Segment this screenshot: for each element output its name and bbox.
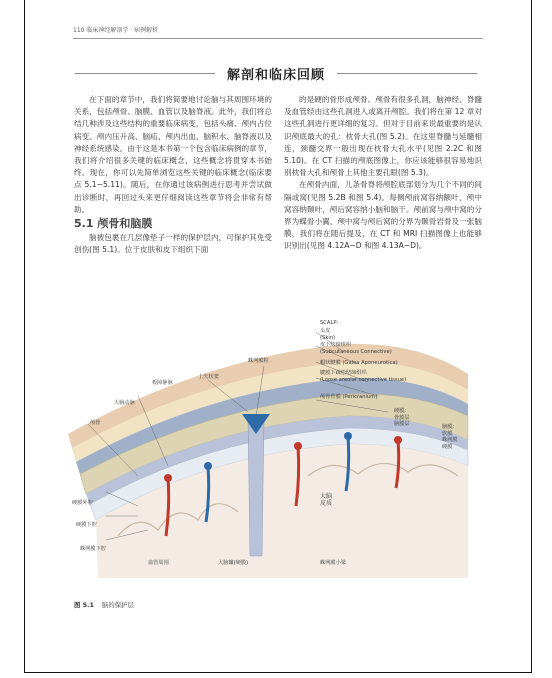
title-rule-right xyxy=(337,73,477,74)
label-cortex: 大脑 皮质 xyxy=(320,493,333,507)
caption-number: 图 5.1 xyxy=(74,601,94,609)
label-galea: 帽状腱膜 (Galea Aponeurotica) xyxy=(320,360,398,366)
title-rule-left xyxy=(75,73,215,74)
label-sagittal-sinus: 上矢状窦 xyxy=(198,374,219,380)
label-arachnoid-trabeculae: 蛛网膜小梁 xyxy=(320,560,346,566)
left-paragraph-1: 在下面的章节中，我们将简要地讨论脑与其周围环境的关系，包括颅骨、脑膜、血管以及脑脊液。此外，我们将总结几种涉及这些结构的重要临床病变，包括头痛、颅内占位病变、颅内压升高、脑疝、颅内出血、脑积水、脑脊液以及神经系统感染。由于这是本书第一个包含临床病例的章节，我们将介绍很多关键的临床概念，这些概念将贯穿本书始终。现在，你可以先简单浏览这些关键的临床概念(临床要点 5.1~5.11)。随后，在你通过该病例进行思考并尝试做出诊断时，再回过头来更仔细阅读这些章节将会非常有帮助。 xyxy=(74,95,272,214)
caption-text: 脑的保护层 xyxy=(101,601,134,609)
label-perivascular: 血管周围 xyxy=(148,560,169,566)
right-column xyxy=(284,94,482,253)
left-column xyxy=(74,94,272,256)
section-title: 解剖和临床回顾 xyxy=(227,67,326,83)
label-subcutaneous: 皮下结缔组织 (Subcutaneous Connective) xyxy=(320,342,392,355)
left-paragraph-2: 脑被包裹在几层像垫子一样的保护层内，可保护其免受创伤(图 5.1)。位于皮肤和皮下组织下面 xyxy=(74,233,272,255)
figure-caption xyxy=(74,600,134,609)
running-header: 110 临床神经解剖学 · 病例解析 xyxy=(73,24,483,39)
label-arachnoid-granulation: 蛛网膜粒 xyxy=(248,358,269,364)
label-diploic-vein: 板障静脉 xyxy=(152,380,173,386)
label-bone: 颅骨 xyxy=(90,420,101,426)
figure-protective-layers xyxy=(58,316,498,578)
label-dura-layers: 硬膜： 骨膜层 脑膜层 xyxy=(394,408,410,428)
right-paragraph-1: 的是硬的骨形成颅骨。颅骨有很多孔洞，脑神经、脊髓及血管经由这些孔洞进入或离开颅腔。我们将在第 12 章对这些孔洞进行更详细的复习。但对于目前来说最重要的是认识颅底最大的孔：枕骨大孔(图 5.2)。在这里脊髓与延髓相连，颈髓交界一般出现在枕骨大孔水平(见图 2.2C 和图 5.10)。在 CT 扫描的颅底图像上，你应该能够很容易地识别枕骨大孔和颅骨上其他主要孔眼(图 5.3)。 xyxy=(284,95,482,178)
label-areolar: 腱膜下疏松结缔组织 (Loose areolar connective tissue) xyxy=(320,370,407,383)
label-epidural-space: 硬膜外腔 xyxy=(72,500,93,506)
right-paragraph-2: 在颅骨内面，儿条骨脊将颅腔底部划分为几个不同的间隔或窝(见图 5.2B 和图 5.4)。每侧颅前窝容纳额叶，颅中窝容纳颞叶，颅后窝容纳小脑和脑干。颅前窝与颅中窝的分界为蝶骨小翼，颅中窝与颅后窝的分界为颞骨岩骨及一张脑膜，我们将在随后提及，在 CT 和 MRI 扫描图像上也能够识别出(见图 4.12A~D 和图 4.13A~D)。 xyxy=(284,180,482,251)
label-subdural-space: 硬膜下腔 xyxy=(76,522,97,528)
label-pericranium: 颅骨骨膜 (Pericranium) xyxy=(320,394,378,400)
label-scalp: SCALP: xyxy=(320,320,339,326)
label-skin: 头皮 (Skin) xyxy=(320,328,336,341)
meninges-illustration xyxy=(58,316,498,578)
label-subarachnoid-space: 蛛网膜下腔 xyxy=(80,546,106,552)
label-meninges: 脑膜： 软膜 蛛网膜 硬膜 xyxy=(442,424,458,450)
label-falx-cerebri: 大脑镰(硬膜) xyxy=(218,560,248,566)
label-cerebral-artery: 大脑动脉 xyxy=(114,400,135,406)
section-title-row xyxy=(75,62,477,84)
subsection-heading: 5.1 颅骨和脑膜 xyxy=(74,217,153,231)
falx-cerebri xyxy=(248,416,264,556)
